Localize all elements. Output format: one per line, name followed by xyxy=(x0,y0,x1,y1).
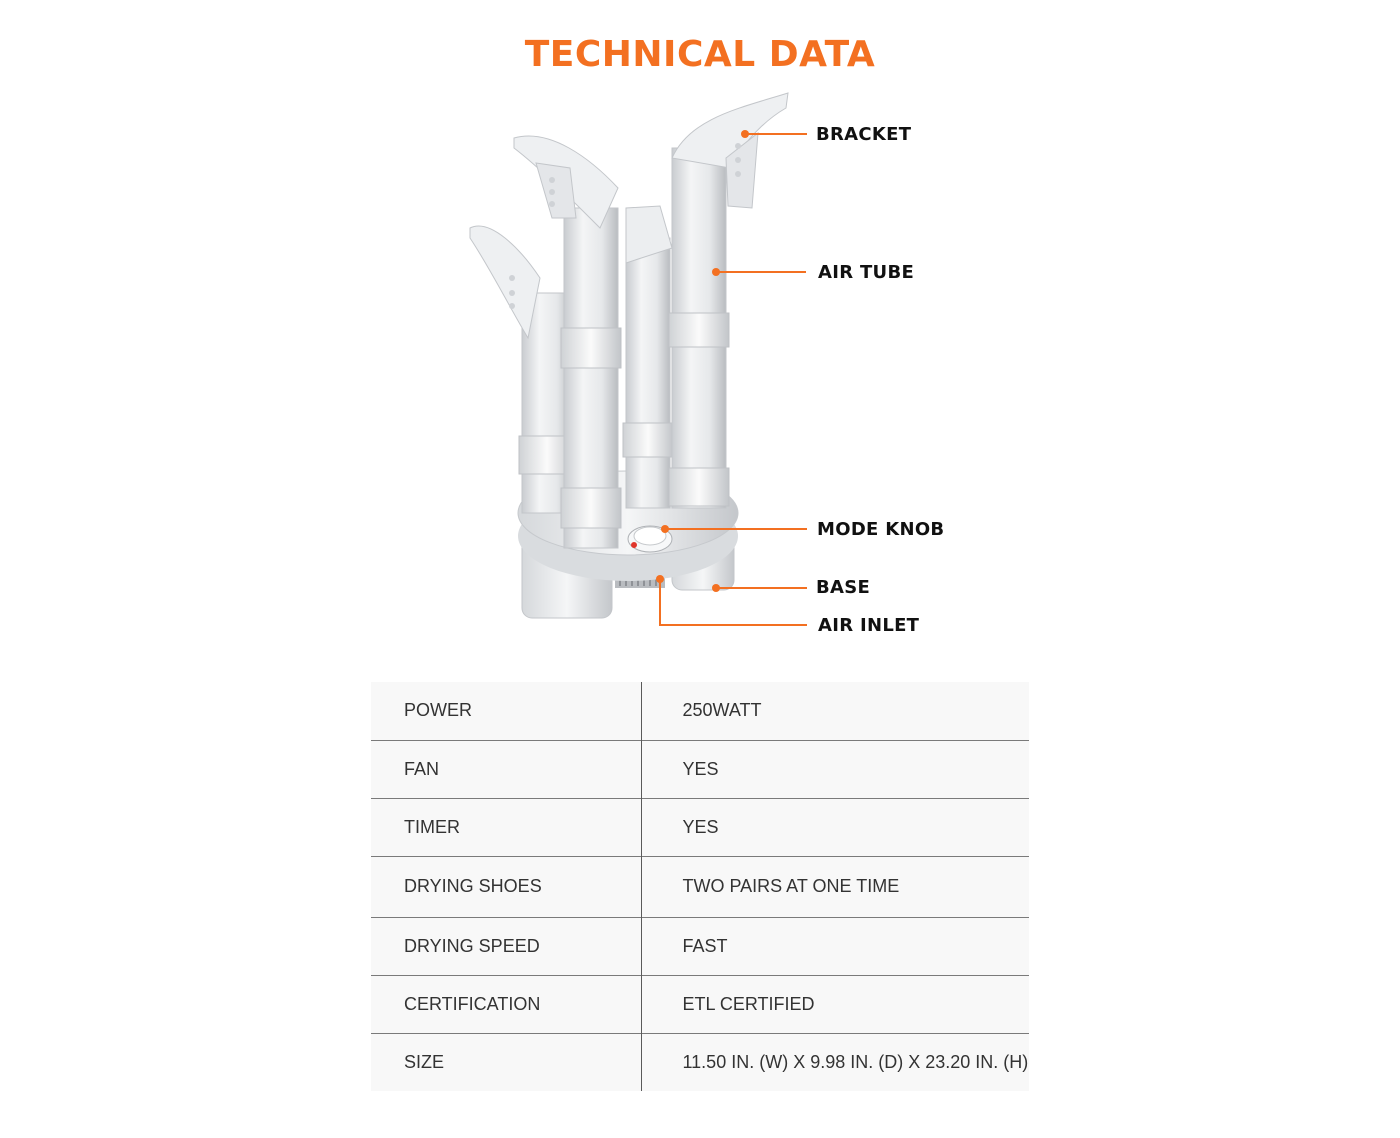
spec-table-body xyxy=(371,682,1029,1091)
spec-row-drying-speed xyxy=(371,917,1029,975)
spec-value: 11.50 IN. (W) X 9.98 IN. (D) X 23.20 IN. (H) xyxy=(682,1051,1029,1072)
spec-row-drying-shoes xyxy=(371,856,1029,917)
mode-knob-callout-label: MODE KNOB xyxy=(817,519,945,540)
spec-key: DRYING SHOES xyxy=(371,856,641,917)
shoe-dryer-image xyxy=(440,88,820,648)
base-callout-line xyxy=(716,587,807,589)
mode-knob-callout-line xyxy=(665,528,807,530)
page-title: TECHNICAL DATA xyxy=(524,34,876,75)
spec-row-fan xyxy=(371,740,1029,798)
spec-key: DRYING SPEED xyxy=(371,917,641,975)
base-callout-label: BASE xyxy=(816,577,871,598)
air-tube-callout-label: AIR TUBE xyxy=(818,262,915,283)
spec-value: ETL CERTIFIED xyxy=(682,993,815,1014)
air-inlet-callout-label: AIR INLET xyxy=(818,615,920,636)
spec-row-size xyxy=(371,1033,1029,1091)
air-inlet-callout-line-vertical xyxy=(659,579,661,626)
spec-value: TWO PAIRS AT ONE TIME xyxy=(682,876,900,896)
spec-row-timer xyxy=(371,798,1029,856)
spec-value: 250WATT xyxy=(682,700,762,721)
spec-row-power xyxy=(371,682,1029,740)
air-inlet-callout-line xyxy=(659,624,807,626)
spec-key: FAN xyxy=(371,740,641,798)
spec-key: TIMER xyxy=(371,798,641,856)
air-tube-callout-line xyxy=(716,271,806,273)
spec-row-certification xyxy=(371,975,1029,1033)
spec-key: CERTIFICATION xyxy=(371,975,641,1033)
spec-table xyxy=(371,682,1029,1091)
spec-value: FAST xyxy=(682,935,728,956)
spec-key: SIZE xyxy=(371,1033,641,1091)
bracket-callout-label: BRACKET xyxy=(816,124,912,145)
spec-key: POWER xyxy=(371,682,641,740)
spec-value: YES xyxy=(682,758,719,779)
spec-value: YES xyxy=(682,816,719,837)
bracket-callout-line xyxy=(745,133,807,135)
